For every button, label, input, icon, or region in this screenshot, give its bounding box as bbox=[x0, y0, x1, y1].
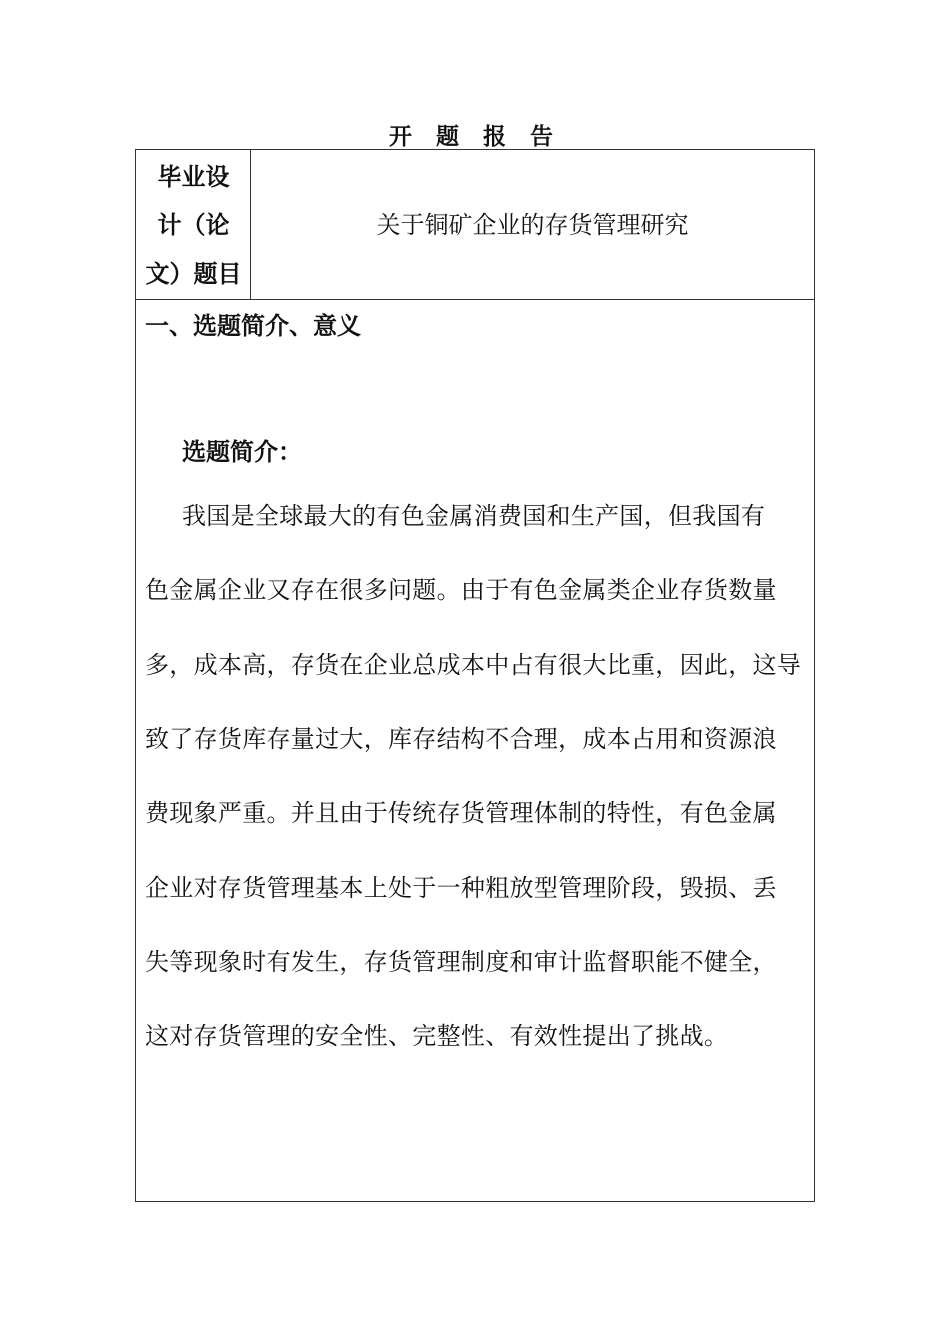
section-heading: 一、选题简介、意义 bbox=[145, 311, 361, 340]
paragraph-line: 色金属企业又存在很多问题。由于有色金属类企业存货数量 bbox=[145, 576, 777, 604]
thesis-title-label bbox=[136, 150, 251, 299]
report-form-table bbox=[135, 149, 815, 1202]
thesis-title-value: 关于铜矿企业的存货管理研究 bbox=[376, 210, 689, 239]
thesis-title-row bbox=[136, 150, 814, 300]
page-title: 开 题 报 告 bbox=[388, 123, 562, 150]
thesis-title-label-line-3: 文）题目 bbox=[145, 259, 242, 288]
sub-heading: 选题简介： bbox=[182, 437, 302, 466]
paragraph-line: 企业对存货管理基本上处于一种粗放型管理阶段，毁损、丢 bbox=[145, 874, 777, 902]
thesis-title-label-line-2: 计（论 bbox=[157, 210, 230, 239]
paragraph-line: 费现象严重。并且由于传统存货管理体制的特性，有色金属 bbox=[145, 799, 777, 827]
paragraph-line: 这对存货管理的安全性、完整性、有效性提出了挑战。 bbox=[145, 1022, 729, 1050]
paragraph-line: 致了存货库存量过大，库存结构不合理，成本占用和资源浪 bbox=[145, 725, 777, 753]
paragraph-line: 失等现象时有发生，存货管理制度和审计监督职能不健全， bbox=[145, 948, 777, 976]
paragraph-line: 多，成本高，存货在企业总成本中占有很大比重，因此，这导 bbox=[145, 651, 802, 679]
thesis-title-label-line-1: 毕业设 bbox=[157, 162, 230, 191]
paragraph-line: 我国是全球最大的有色金属消费国和生产国，但我国有 bbox=[182, 502, 766, 530]
